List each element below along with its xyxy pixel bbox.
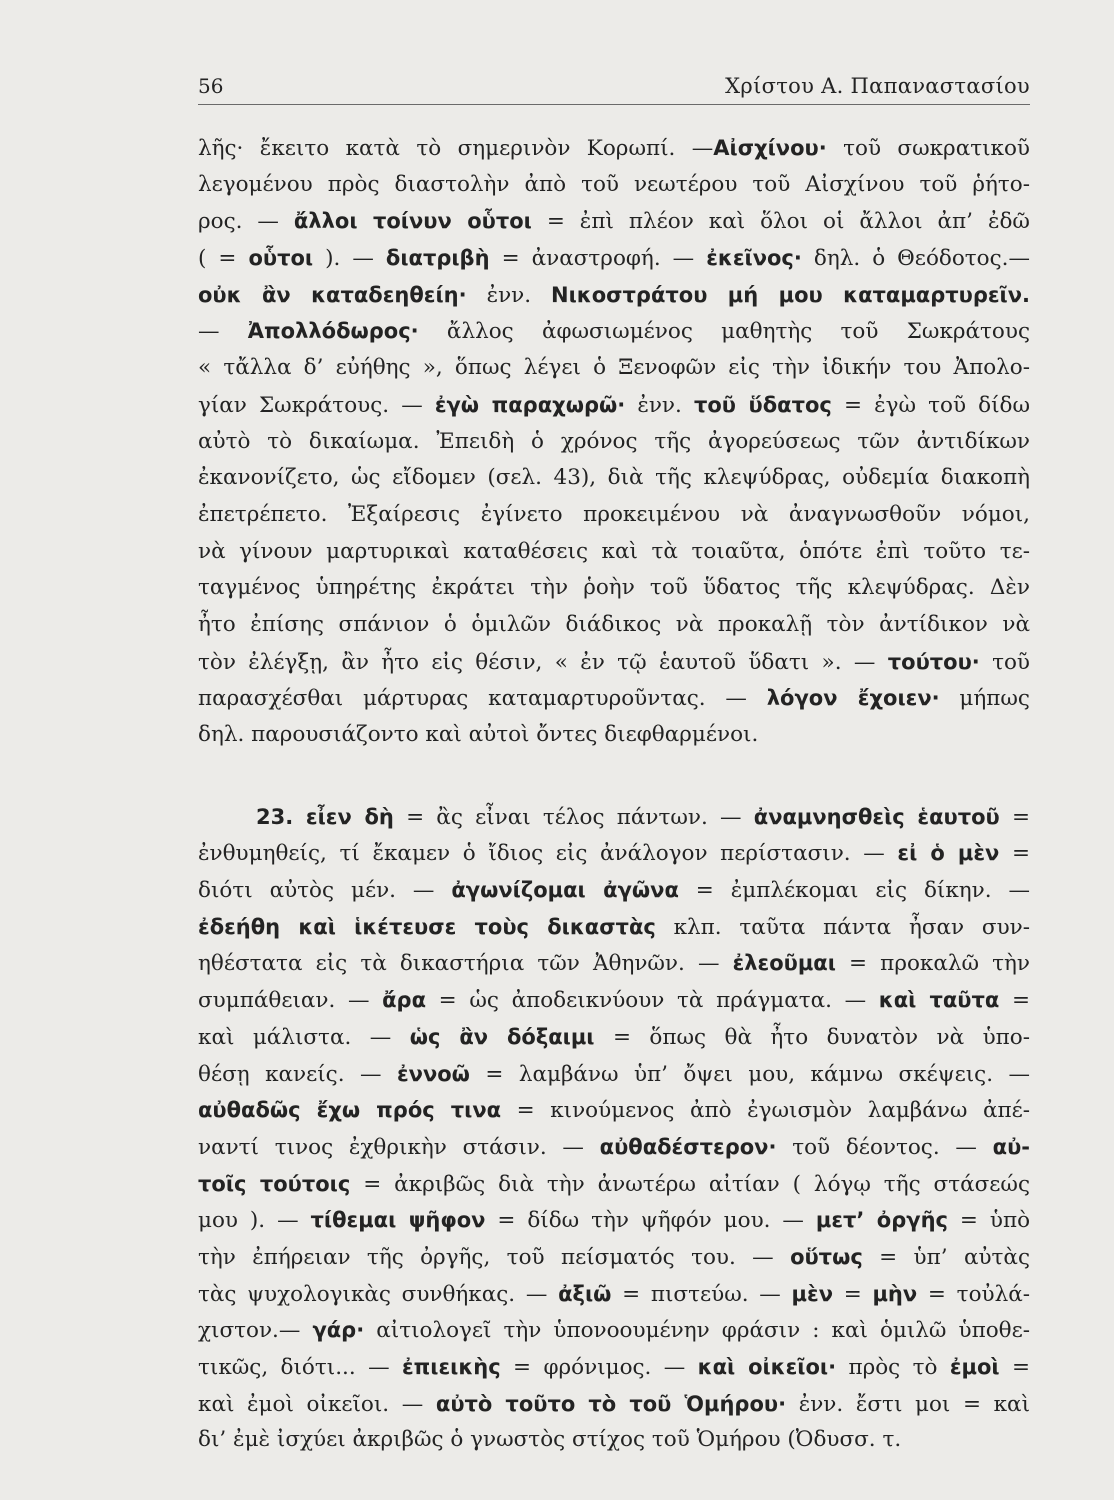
gloss-text: ἐνν. ἔστι μοι = καὶ (786, 1391, 1030, 1417)
gloss-text: = ὑπ’ αὐτὰς (862, 1244, 1030, 1270)
text-line (198, 277, 1030, 314)
gloss-text: ἐνν. (466, 282, 552, 308)
gloss-text: τὴν ἐπήρειαν τῆς ὀργῆς, τοῦ πείσματός του. — (198, 1244, 791, 1270)
running-head: Χρίστου Α. Παπαναστασίου (725, 74, 1030, 98)
gloss-text: = ἐγὼ τοῦ δίδω (831, 392, 1030, 418)
gloss-text: = (833, 1281, 873, 1307)
gloss-text: ἄλλος ἀφωσιωμένος μαθητὴς τοῦ Σωκράτους (418, 319, 1030, 345)
text-line (198, 982, 1030, 1019)
lemma: λόγον ἔχοιεν· (766, 686, 940, 711)
lemma: ἀναμνησθεὶς ἑαυτοῦ (753, 804, 1000, 829)
gloss-text: = φρόνιμος. — (500, 1355, 698, 1380)
gloss-text: = τοὐλά- (917, 1281, 1030, 1307)
page-header (198, 70, 1030, 105)
gloss-text: δηλ. ὁ Θεόδοτος.— (801, 246, 1030, 272)
gloss-text: = κινούμενος ἀπὸ ἐγωισμὸν λαμβάνω ἀπέ- (501, 1098, 1030, 1124)
lemma: μὴν (872, 1281, 918, 1306)
lemma: ὡς ἂν δόξαιμι (409, 1024, 595, 1049)
gloss-text: λεγομένου πρὸς διαστολὴν ἀπὸ τοῦ νεωτέρου τοῦ Αἰσχίνου τοῦ ῥήτο- (198, 171, 1030, 197)
text-line (198, 909, 1030, 946)
gloss-text: μου ). — (198, 1208, 311, 1234)
lemma: ἐμοὶ (949, 1355, 1000, 1379)
gloss-text: συμπάθειαν. — (198, 988, 383, 1014)
text-line (198, 534, 1030, 571)
lemma: καὶ ταῦτα (878, 988, 1000, 1013)
lemma: 23. εἶεν δὴ (256, 804, 394, 829)
gloss-text: ἦτο ἐπίσης σπάνιον ὁ ὁμιλῶν διάδικος νὰ προκαλῇ τὸν ἀντίδικον νὰ (198, 611, 1030, 637)
text-line (198, 387, 1030, 424)
lemma: οὗτοι (248, 246, 314, 271)
text-line (198, 203, 1030, 240)
gloss-text: ). — (313, 246, 386, 272)
text-line (198, 799, 1030, 836)
lemma: αὐθαδῶς ἔχω πρός τινα (198, 1098, 502, 1123)
gloss-text: = ὑπὸ (947, 1208, 1030, 1234)
text-line (198, 240, 1030, 277)
gloss-text: κλπ. ταῦτα πάντα ἦσαν συν- (655, 914, 1030, 940)
text-line (198, 460, 1030, 497)
gloss-text: = (999, 804, 1030, 830)
gloss-text: = ἐμπλέκομαι εἰς δίκην. — (678, 878, 1030, 904)
text-line (198, 424, 1030, 461)
gloss-text: = ἀκριβῶς διὰ τὴν ἀνωτέρω αἰτίαν ( λόγῳ τῆς στάσεώς (350, 1171, 1030, 1197)
lemma: αὐτὸ τοῦτο τὸ τοῦ Ὁμήρου· (435, 1391, 787, 1416)
text-line (198, 1312, 1030, 1349)
text-line (198, 1276, 1030, 1313)
gloss-text: τοῦ (979, 649, 1030, 675)
gloss-text: = (999, 1355, 1030, 1380)
gloss-text: τικῶς, διότι... — (198, 1355, 402, 1380)
lemma: ἐπιεικὴς (401, 1355, 501, 1379)
gloss-text: λῆς· ἔκειτο κατὰ τὸ σημερινὸν Κορωπί. — (198, 136, 714, 161)
gloss-text: — (198, 319, 248, 345)
lemma: ἐδεήθη καὶ ἱκέτευσε τοὺς δικαστὰς (198, 914, 656, 939)
text-line (198, 1202, 1030, 1239)
gloss-text: θέσῃ κανείς. — (198, 1061, 397, 1087)
gloss-text: τὸν ἐλέγξῃ, ἂν ἦτο εἰς θέσιν, « ἐν τῷ ἑαυτοῦ ὕδατι ». — (198, 649, 888, 675)
text-line (198, 1092, 1030, 1129)
gloss-text: δηλ. παρουσιάζοντο καὶ αὐτοὶ ὄντες διεφθαρμένοι. (198, 722, 759, 747)
gloss-text: τοῦ σωκρατικοῦ (826, 136, 1030, 161)
lemma: Ἀπολλόδωρος· (247, 319, 419, 344)
text-line (198, 1056, 1030, 1093)
lemma: μὲν (791, 1281, 833, 1306)
lemma: γάρ· (312, 1318, 365, 1343)
gloss-text: ηθέστατα εἰς τὰ δικαστήρια τῶν Ἀθηνῶν. — (198, 951, 733, 977)
text-line (198, 680, 1030, 717)
gloss-text: γίαν Σωκράτους. — (198, 392, 435, 418)
lemma: καὶ οἰκεῖοι· (697, 1355, 837, 1379)
text-line (198, 945, 1030, 982)
gloss-text: αὐτὸ τὸ δικαίωμα. Ἐπειδὴ ὁ χρόνος τῆς ἀγορεύσεως τῶν ἀντιδίκων (198, 428, 1030, 454)
text-line (198, 1239, 1030, 1276)
text-line (198, 607, 1030, 644)
lemma: τοῦ ὕδατος (693, 392, 832, 417)
lemma: τίθεμαι ψῆφον (310, 1208, 486, 1233)
gloss-text: παρασχέσθαι μάρτυρας καταμαρτυροῦντας. — (198, 686, 767, 712)
gloss-text: = ὡς ἀποδεικνύουν τὰ πράγματα. — (426, 988, 879, 1014)
gloss-text: μήπως (939, 686, 1030, 712)
lemma: ἐλεοῦμαι (732, 951, 836, 976)
text-line (198, 167, 1030, 204)
gloss-text: « τἄλλα δ’ εὐήθης », ὅπως λέγει ὁ Ξενοφῶν εἰς τὴν ἰδικήν του Ἀπολο- (198, 355, 1030, 381)
lemma: οὕτως (790, 1244, 863, 1269)
gloss-text: = ἀναστροφή. — (489, 246, 707, 272)
gloss-text: = ἂς εἶναι τέλος πάντων. — (393, 804, 754, 830)
page-number: 56 (198, 74, 224, 98)
lemma: ἐκεῖνος· (706, 246, 802, 271)
commentary-text (198, 130, 1030, 1459)
text-line (198, 1349, 1030, 1386)
gloss-text: = (999, 841, 1030, 867)
gloss-text: = (999, 988, 1030, 1014)
gloss-text: = ἐπὶ πλέον καὶ ὅλοι οἱ ἄλλοι ἀπ’ ἐδῶ (531, 209, 1030, 235)
gloss-text: ἐκανονίζετο, ὡς εἴδομεν (σελ. 43), διὰ τῆς κλεψύδρας, οὐδεμία διακοπὴ (198, 465, 1030, 491)
gloss-text: = προκαλῶ τὴν (835, 951, 1030, 977)
text-line (198, 350, 1030, 387)
text-line (198, 1019, 1030, 1056)
text-line (198, 872, 1030, 909)
lemma: ἀξιῶ (558, 1281, 612, 1306)
gloss-text: = δίδω τὴν ψῆφόν μου. — (485, 1208, 816, 1234)
gloss-text: χιστον.— (198, 1318, 313, 1344)
lemma: τοῖς τούτοις (198, 1171, 351, 1196)
lemma: μετ’ ὀργῆς (815, 1208, 948, 1233)
text-line (198, 1386, 1030, 1423)
lemma: ἀγωνίζομαι ἀγῶνα (451, 878, 679, 903)
gloss-text: καὶ μάλιστα. — (198, 1024, 410, 1050)
gloss-text: τοῦ δέοντος. — (776, 1134, 993, 1160)
text-line (198, 1129, 1030, 1166)
text-line (198, 313, 1030, 350)
gloss-text: = ὅπως θὰ ἦτο δυνατὸν νὰ ὑπο- (594, 1024, 1030, 1050)
text-line (198, 497, 1030, 534)
gloss-text: ταγμένος ὑπηρέτης ἐκράτει τὴν ῥοὴν τοῦ ὕδατος τῆς κλεψύδρας. Δὲν (198, 575, 1030, 601)
gloss-text: ἐπετρέπετο. Ἐξαίρεσις ἐγίνετο προκειμένου νὰ ἀναγνωσθοῦν νόμοι, (198, 501, 1030, 527)
lemma: αὐθαδέστερον· (599, 1134, 777, 1159)
lemma: ἄλλοι τοίνυν οὗτοι (293, 209, 532, 234)
paragraph-gap (198, 754, 1030, 799)
gloss-text: ναντί τινος ἐχθρικὴν στάσιν. — (198, 1134, 600, 1160)
gloss-text: πρὸς τὸ (836, 1355, 950, 1380)
gloss-text: ἐνθυμηθείς, τί ἔκαμεν ὁ ἴδιος εἰς ἀνάλογον περίστασιν. — (198, 841, 898, 867)
gloss-text: τὰς ψυχολογικὰς συνθήκας. — (198, 1281, 559, 1307)
lemma: οὐκ ἂν καταδεηθείη· (198, 282, 467, 307)
gloss-text: ( = (198, 246, 249, 272)
lemma: τούτου· (887, 649, 980, 674)
lemma: ἄρα (382, 988, 427, 1013)
text-line (198, 1166, 1030, 1203)
lemma: αὐ- (992, 1134, 1030, 1159)
lemma: ἐγὼ παραχωρῶ· (434, 392, 626, 417)
text-line (198, 570, 1030, 607)
text-line (198, 717, 1030, 754)
gloss-text: ρος. — (198, 209, 294, 235)
lemma: ἐννοῶ (396, 1061, 470, 1086)
gloss-text: αἰτιολογεῖ τὴν ὑπονοουμένην φράσιν : καὶ ὁμιλῶ ὑποθε- (364, 1318, 1030, 1344)
gloss-text: καὶ ἐμοὶ οἰκεῖοι. — (198, 1391, 436, 1417)
lemma: Αἰσχίνου· (713, 136, 827, 160)
gloss-text: ἐνν. (625, 392, 694, 418)
text-line (198, 130, 1030, 167)
gloss-text: δι’ ἐμὲ ἰσχύει ἀκριβῶς ὁ γνωστὸς στίχος τοῦ Ὁμήρου (Ὀδυσσ. τ. (198, 1427, 902, 1453)
gloss-text: = λαμβάνω ὑπ’ ὄψει μου, κάμνω σκέψεις. — (469, 1061, 1030, 1087)
text-line (198, 835, 1030, 872)
gloss-text: διότι αὐτὸς μέν. — (198, 878, 452, 904)
lemma: Νικοστράτου μή μου καταμαρτυρεῖν. (551, 282, 1030, 307)
text-line (198, 1422, 1030, 1459)
gloss-text: = πιστεύω. — (611, 1281, 792, 1307)
text-line (198, 644, 1030, 681)
lemma: διατριβὴ (385, 246, 490, 271)
gloss-text: νὰ γίνουν μαρτυρικαὶ καταθέσεις καὶ τὰ τοιαῦτα, ὁπότε ἐπὶ τοῦτο τε- (198, 538, 1030, 564)
lemma: εἰ ὁ μὲν (897, 841, 1000, 866)
